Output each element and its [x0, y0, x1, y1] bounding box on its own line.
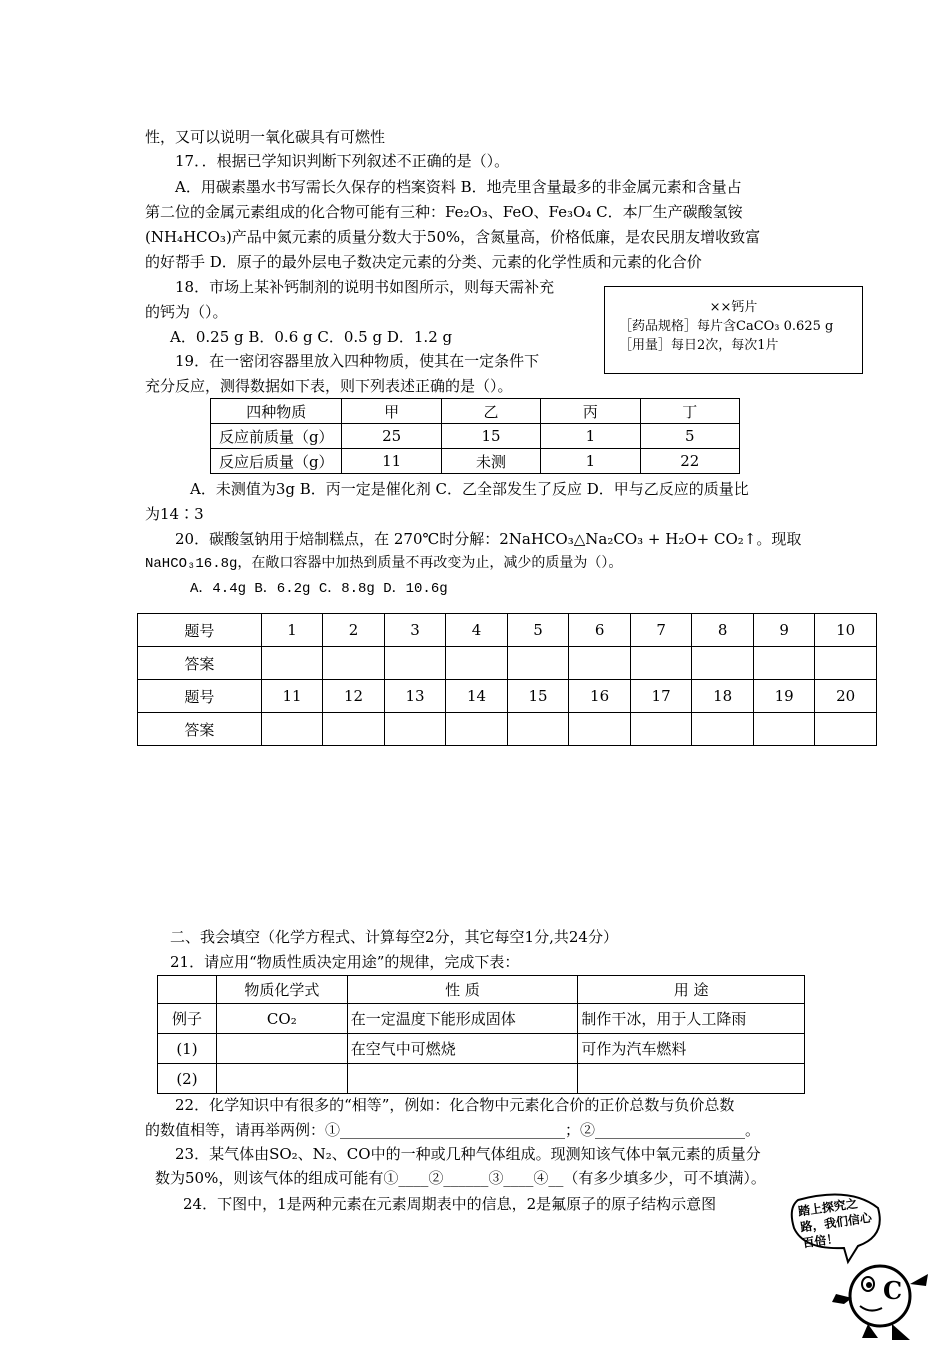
- q19-cell: 反应前质量（g）: [211, 424, 342, 449]
- q19-options1: A．未测值为3g B．丙一定是催化剂 C．乙全部发生了反应 D．甲与乙反应的质量比: [190, 480, 749, 498]
- q19-line2: 充分反应，测得数据如下表，则下列表述正确的是（）。: [145, 377, 513, 395]
- grid-answer-cell[interactable]: [323, 647, 385, 680]
- medicine-label-box: [604, 286, 863, 374]
- grid-answer-cell[interactable]: [692, 647, 754, 680]
- q21-header-cell: 用 途: [578, 976, 805, 1004]
- label-spec: ［药品规格］每片含CaCO₃ 0.625 g: [619, 319, 834, 334]
- q21-row-label: (1): [158, 1034, 217, 1064]
- q19-header-cell: 乙: [441, 399, 540, 424]
- grid-answer-cell[interactable]: [446, 647, 508, 680]
- grid-number: 8: [692, 614, 754, 647]
- grid-answer-cell[interactable]: [261, 647, 323, 680]
- grid-answer-cell[interactable]: [507, 647, 569, 680]
- q21-formula-blank[interactable]: [216, 1064, 347, 1094]
- grid-answer-cell[interactable]: [323, 713, 385, 746]
- grid-number: 7: [630, 614, 692, 647]
- q21-formula: CO₂: [216, 1004, 347, 1034]
- grid-number: 14: [446, 680, 508, 713]
- grid-answer-cell[interactable]: [753, 713, 815, 746]
- q19-cell: 25: [342, 424, 441, 449]
- q19-header-cell: 四种物质: [211, 399, 342, 424]
- mascot-foot: [892, 1324, 910, 1340]
- grid-answer-cell[interactable]: [384, 713, 446, 746]
- grid-number: 5: [507, 614, 569, 647]
- q19-cell: 22: [640, 449, 739, 474]
- section2-title: 二、我会填空（化学方程式、计算每空2分，其它每空1分,共24分）: [170, 928, 618, 946]
- grid-answer-cell[interactable]: [507, 713, 569, 746]
- q19-header-cell: 丁: [640, 399, 739, 424]
- grid-number: 10: [815, 614, 877, 647]
- grid-label-answer: 答案: [138, 647, 262, 680]
- q24-line1: 24．下图中，1是两种元素在元素周期表中的信息，2是氟原子的原子结构示意图: [183, 1195, 717, 1213]
- grid-number: 20: [815, 680, 877, 713]
- grid-answer-cell[interactable]: [692, 713, 754, 746]
- q19-cell: 1: [541, 424, 640, 449]
- grid-number: 6: [569, 614, 631, 647]
- answer-grid: [137, 613, 877, 746]
- q21-property: 在一定温度下能形成固体: [347, 1004, 578, 1034]
- q20-options: A．4.4g B．6.2g C．8.8g D．10.6g: [190, 581, 448, 597]
- q18-line1: 18．市场上某补钙制剂的说明书如图所示，则每天需补充: [175, 278, 555, 296]
- q19-cell: 11: [342, 449, 441, 474]
- q17-line3: (NH₄HCO₃)产品中氮元素的质量分数大于50%，含氮量高，价格低廉，是农民朋友增收致富: [145, 228, 761, 246]
- q19-cell: 未测: [441, 449, 540, 474]
- q21-property-blank[interactable]: [347, 1064, 578, 1094]
- grid-label-number: 题号: [138, 680, 262, 713]
- grid-label-number: 题号: [138, 614, 262, 647]
- grid-number: 4: [446, 614, 508, 647]
- grid-answer-cell[interactable]: [815, 713, 877, 746]
- grid-number: 2: [323, 614, 385, 647]
- q19-header-cell: 丙: [541, 399, 640, 424]
- q21-header-cell: 物质化学式: [216, 976, 347, 1004]
- grid-answer-cell[interactable]: [384, 647, 446, 680]
- mascot-letter: C: [883, 1276, 903, 1305]
- q22-line1: 22．化学知识中有很多的“相等”，例如：化合物中元素化合价的正价总数与负价总数: [175, 1096, 735, 1114]
- q19-line1: 19．在一密闭容器里放入四种物质，使其在一定条件下: [175, 352, 540, 370]
- q16-tail: 性，又可以说明一氧化碳具有可燃性: [145, 128, 386, 146]
- label-usage: ［用量］每日2次，每次1片: [619, 338, 779, 353]
- q19-table: [210, 398, 740, 474]
- grid-answer-cell[interactable]: [753, 647, 815, 680]
- grid-number: 11: [261, 680, 323, 713]
- grid-answer-cell[interactable]: [569, 647, 631, 680]
- mascot-bubble-text: 踏上探究之路，我们信心百倍！: [797, 1196, 873, 1251]
- q21-usage-blank[interactable]: [578, 1064, 805, 1094]
- grid-number: 9: [753, 614, 815, 647]
- q18-line2: 的钙为（）。: [145, 303, 228, 321]
- grid-number: 13: [384, 680, 446, 713]
- q17-line2: 第二位的金属元素组成的化合物可能有三种：Fe₂O₃、FeO、Fe₃O₄ C．本厂生产碳酸氢铵: [145, 203, 743, 221]
- grid-number: 17: [630, 680, 692, 713]
- q21-row-label: (2): [158, 1064, 217, 1094]
- grid-answer-cell[interactable]: [261, 713, 323, 746]
- grid-answer-cell[interactable]: [630, 713, 692, 746]
- grid-number: 1: [261, 614, 323, 647]
- grid-answer-cell[interactable]: [569, 713, 631, 746]
- q22-line2: 的数值相等，请再举两例：①______________________________；②____________________。: [145, 1121, 761, 1139]
- q17-stem: 17．．根据已学知识判断下列叙述不正确的是（）。: [175, 152, 510, 170]
- grid-number: 3: [384, 614, 446, 647]
- q19-cell: 5: [640, 424, 739, 449]
- q21-table: [157, 975, 805, 1094]
- q23-line1: 23．某气体由SO₂、N₂、CO中的一种或几种气体组成。现测知该气体中氧元素的质量分: [175, 1145, 761, 1163]
- q21-usage: 可作为汽车燃料: [578, 1034, 805, 1064]
- grid-number: 15: [507, 680, 569, 713]
- grid-number: 19: [753, 680, 815, 713]
- q19-cell: 1: [541, 449, 640, 474]
- q21-row-label: 例子: [158, 1004, 217, 1034]
- q21-header-cell: [158, 976, 217, 1004]
- mascot: [760, 1188, 940, 1344]
- q20-line1: 20．碳酸氢钠用于焙制糕点，在 270℃时分解：2NaHCO₃△Na₂CO₃ + H₂O+ CO₂↑。现取: [175, 530, 802, 548]
- grid-label-answer: 答案: [138, 713, 262, 746]
- q23-line2: 数为50%，则该气体的组成可能有①____②______③____④__（有多少填多少，可不填满）。: [155, 1169, 766, 1187]
- q17-line4: 的好帮手 D．原子的最外层电子数决定元素的分类、元素的化学性质和元素的化合价: [145, 253, 702, 271]
- q21-stem: 21．请应用“物质性质决定用途”的规律，完成下表：: [170, 953, 520, 971]
- q20-line2: NaHCO₃16.8g，在敞口容器中加热到质量不再改变为止，减少的质量为（）。: [145, 556, 623, 572]
- q19-cell: 反应后质量（g）: [211, 449, 342, 474]
- label-title: ××钙片: [709, 300, 758, 315]
- q19-header-cell: 甲: [342, 399, 441, 424]
- grid-number: 18: [692, 680, 754, 713]
- q17-line1: A．用碳素墨水书写需长久保存的档案资料 B．地壳里含量最多的非金属元素和含量占: [175, 178, 742, 196]
- q19-cell: 15: [441, 424, 540, 449]
- q18-options: A．0.25 g B．0.6 g C．0.5 g D．1.2 g: [170, 328, 453, 346]
- q21-header-cell: 性 质: [347, 976, 578, 1004]
- q21-usage: 制作干冰，用于人工降雨: [578, 1004, 805, 1034]
- q21-formula-blank[interactable]: [216, 1034, 347, 1064]
- grid-answer-cell[interactable]: [630, 647, 692, 680]
- grid-answer-cell[interactable]: [815, 647, 877, 680]
- grid-answer-cell[interactable]: [446, 713, 508, 746]
- grid-number: 12: [323, 680, 385, 713]
- q21-property: 在空气中可燃烧: [347, 1034, 578, 1064]
- q19-options2: 为14∶3: [145, 505, 204, 523]
- grid-number: 16: [569, 680, 631, 713]
